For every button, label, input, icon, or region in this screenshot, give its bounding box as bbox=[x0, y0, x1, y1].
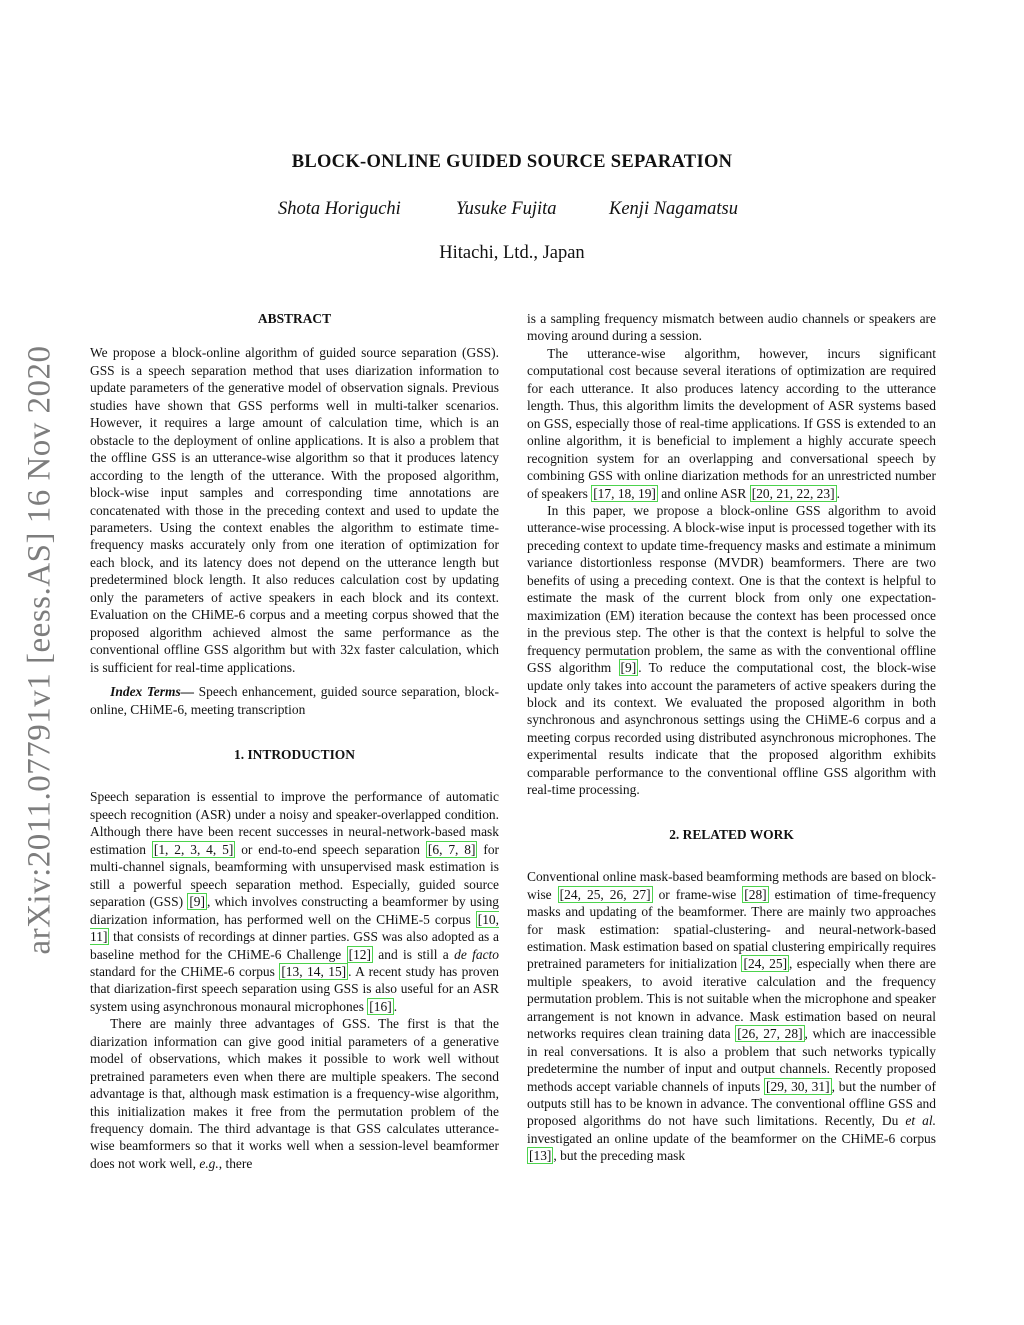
author-3: Kenji Nagamatsu bbox=[609, 199, 738, 219]
citation-link[interactable]: [20, 21, 22, 23] bbox=[751, 485, 835, 501]
abstract-text: We propose a block-online algorithm of guided source separation (GSS). GSS is a speech separation method that uses diarization information to update parameters of the generative model of observation signals. Previous studies have shown that GSS performs well in multi-talker scenarios. However, it requires a large amount of calculation time, which is an obstacle to the deployment of online applications. It is also a problem that the offline GSS is an utterance-wise algorithm so that it produces latency according to the length of the utterance. With the proposed algorithm, block-wise input samples and corresponding time annotations are concatenated with those in the preceding context and used to update the parameters. Using the context enables the algorithm to estimate time-frequency masks accurately only from one iteration of optimization for each block, and its latency does not depend on the utterance length but predetermined block length. It also reduces calculation cost by updating only the parameters of active speakers in each block and its context. Evaluation on the CHiME-6 corpus and a meeting corpus showed that the proposed algorithm achieved almost the same performance as the conventional offline GSS algorithm but with 32x faster calculation, which is sufficient for real-time applications. bbox=[90, 345, 499, 675]
citation-link[interactable]: [9] bbox=[620, 660, 637, 676]
citation-link[interactable]: [13, 14, 15] bbox=[281, 963, 347, 979]
citation-link[interactable]: [26, 27, 28] bbox=[737, 1026, 803, 1042]
index-terms-label: Index Terms— bbox=[110, 684, 195, 700]
affiliation: Hitachi, Ltd., Japan bbox=[439, 243, 585, 263]
intro-paragraph-1: Speech separation is essential to improve the performance of automatic speech recognition (ASR) under a noisy and speaker-overlapped condition. Although there have been recent successes in neural-network-based mask estimation [1, 2, 3, 4, 5] or end-to-end speech separation [6, 7, 8] for multi-channel signals, beamforming with unsupervised mask estimation is still a powerful speech separation method. Especially, guided source separation (GSS) [9] , which involves constructing a beamformer by using diarization information, has performed well on the CHiME-5 corpus [10, 11] that consists of recordings at dinner parties. GSS was also adopted as a baseline method for the CHiME-6 Challenge [12] and is still a de facto standard for the CHiME-6 corpus [13, 14, 15] . A recent study has proven that diarization-first speech separation using GSS is also useful for an ASR system using asynchronous monaural microphones [16] . bbox=[90, 789, 500, 1014]
intro-paragraph-3: The utterance-wise algorithm, however, incurs significant computational cost because several iterations of optimization are required for each utterance. It also produces latency according to the utterance length. Thus, this algorithm limits the development of ASR systems based on GSS, especially those of real-time applications. If GSS is extended to an online algorithm, it is beneficial to implement a highly accurate speech recognition system for an overlapping and conversational speech by combining GSS with online diarization methods for an unrestricted number of speakers [17, 18, 19] and online ASR [20, 21, 22, 23] . bbox=[527, 345, 936, 501]
related-work-paragraph: Conventional online mask-based beamforming methods are based on block-wise [24, 25, 26, 27] or frame-wise [28] estimation of time-frequency masks and updating of the beamformer. There are mainly two approaches for mask estimation: spatial-clustering- and neural-network-based estimation. Mask estimation based on spatial clustering empirically requires pretrained parameters for initialization [24, 25] , especially when there are multiple speakers, to avoid iterative calculation and the frequency permutation problem. This is not suitable when the microphone and speaker arrangement is not known in advance. Mask estimation based on neural networks requires clean training data [26, 27, 28] , which are inaccessible in real conversations. It is also a problem that such networks typically predetermine the number of input and output channels. Recently proposed methods accept variable channels of inputs [29, 30, 31] , but the number of outputs still has to be known in advance. The conventional offline GSS and proposed algorithms do not have such limitations. Recently, Du et al. investigated an online update of the beamformer on the CHiME-6 corpus [13] , but the preceding mask bbox=[527, 869, 936, 1164]
citation-link[interactable]: [10, 11] bbox=[90, 911, 499, 945]
citation-link[interactable]: [24, 25, 26, 27] bbox=[559, 886, 651, 902]
intro-continuation: is a sampling frequency mismatch between audio channels or speakers are moving around during a session. bbox=[527, 311, 936, 344]
citation-link[interactable]: [28] bbox=[744, 886, 767, 902]
right-column bbox=[527, 310, 936, 1165]
left-column bbox=[90, 310, 499, 1172]
index-terms bbox=[90, 683, 499, 718]
index-terms-text: Speech enhancement, guided source separation, block-online, CHiME-6, meeting transcription bbox=[90, 684, 499, 717]
paper-title: BLOCK-ONLINE GUIDED SOURCE SEPARATION bbox=[291, 152, 733, 172]
citation-link[interactable]: [6, 7, 8] bbox=[427, 841, 476, 857]
intro-paragraph-2: There are mainly three advantages of GSS. The first is that the diarization information can give good initial parameters of a generative model of observations, which makes it possible to work well without pretrained parameters even when there are multiple speakers. The second advantage is that, although mask estimation is a frequency-wise algorithm, this initialization makes it free from the permutation problem of the frequency domain. The third advantage is that GSS calculates utterance-wise beamformers so that it works well when a session-level beamformer does not work well, e.g., there bbox=[90, 1016, 499, 1171]
section-2-heading: 2. RELATED WORK bbox=[669, 826, 794, 842]
abstract-heading: ABSTRACT bbox=[257, 311, 332, 326]
citation-link[interactable]: [9] bbox=[189, 894, 205, 910]
citation-link[interactable]: [1, 2, 3, 4, 5] bbox=[153, 841, 234, 857]
arxiv-id-text: arXiv:2011.07791v1 [eess.AS] 16 Nov 2020 bbox=[21, 345, 58, 955]
citation-link[interactable]: [16] bbox=[369, 998, 392, 1014]
author-2: Yusuke Fujita bbox=[456, 199, 557, 219]
arxiv-identifier bbox=[15, 340, 65, 960]
intro-paragraph-4: In this paper, we propose a block-online GSS algorithm to avoid utterance-wise processing. A block-wise input is processed together with its preceding context to update time-frequency masks and estimate a minimum variance distortionless response (MVDR) beamformers. There are two benefits of using a preceding context. One is that the context is helpful to estimate the mask of the current block from only one expectation-maximization (EM) iteration because the context has been processed once in the previous step. The other is that the context is helpful to solve the frequency permutation problem, the same as with the conventional offline GSS algorithm [9] . To reduce the computational cost, the block-wise update only takes into account the parameters of active speakers during the block and its context. We evaluated the proposed algorithm in both synchronous and asynchronous settings using the CHiME-6 corpus and a meeting corpus recorded using distributed asynchronous microphones. The experimental results indicate that the proposed algorithm exhibits comparable performance to the conventional offline GSS algorithm with real-time processing. bbox=[527, 502, 936, 798]
citation-link[interactable]: [12] bbox=[348, 946, 371, 962]
citation-link[interactable]: [17, 18, 19] bbox=[593, 485, 656, 501]
citation-link[interactable]: [24, 25] bbox=[743, 956, 788, 972]
section-1-heading: 1. INTRODUCTION bbox=[234, 746, 355, 762]
citation-link[interactable]: [13] bbox=[529, 1148, 552, 1164]
citation-link[interactable]: [29, 30, 31] bbox=[766, 1078, 830, 1094]
author-1: Shota Horiguchi bbox=[278, 199, 401, 219]
